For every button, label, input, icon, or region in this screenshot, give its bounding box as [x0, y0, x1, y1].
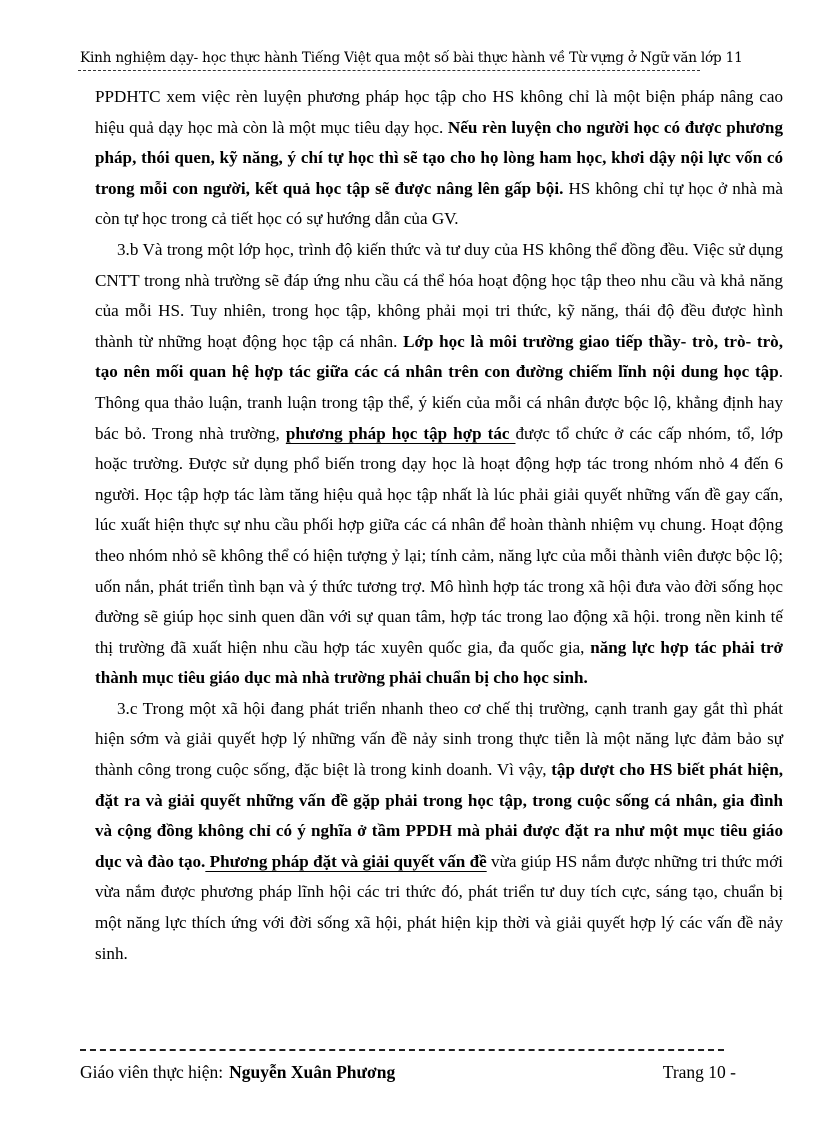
- paragraph-1-text-2: HS không chỉ tự học ở nhà mà còn tự học trong cả tiết học có sự hướng dẫn của GV.: [95, 178, 783, 229]
- paragraph-3c: [95, 694, 783, 969]
- document-body: [95, 82, 783, 969]
- paragraph-3c-text-2: vừa giúp HS nắm được những tri thức mới vừa nắm được phương pháp lĩnh hội các tri thức đó, phát triển tư duy tích cực, sáng tạo, chuẩn bị một năng lực thích ứng với đời sống xã hội, phát hiện kịp thời và giải quyết hợp lý các vấn đề nảy sinh.: [95, 851, 783, 963]
- teacher-label: Giáo viên thực hiện:: [80, 1062, 224, 1082]
- page-footer: [80, 1062, 736, 1086]
- paragraph-3b-underlined-term: phương pháp học tập hợp tác: [285, 423, 516, 443]
- paragraph-1: [95, 82, 783, 235]
- paragraph-3c-bold-1: tập dượt cho HS biết phát hiện, đặt ra và giải quyết những vấn đề gặp phải trong học tập, trong cuộc sống cá nhân, gia đình và cộng đồng không chỉ có ý nghĩa ở tầm PPDH mà phải được đặt ra như một mục tiêu giáo dục và đào tạo.: [95, 760, 783, 871]
- paragraph-3b-text-3: được tổ chức ở các cấp nhóm, tổ, lớp hoặc trường. Được sử dụng phổ biến trong dạy học là hoạt động hợp tác trong nhóm nhỏ 4 đến 6 người. Học tập hợp tác làm tăng hiệu quả học tập nhất là lúc phải giải quyết những vấn đề gay cấn, lúc xuất hiện thực sự nhu cầu phối hợp giữa các cá nhân để hoàn thành nhiệm vụ chung. Hoạt động theo nhóm nhỏ sẽ không thể có hiện tượng ỷ lại; tính cảm, năng lực của mỗi thành viên được bộc lộ; uốn nắn, phát triển tình bạn và ý thức tương trợ. Mô hình hợp tác trong xã hội đưa vào đời sống học đường sẽ giúp học sinh quen dần với sự quan tâm, hợp tác trong lao động xã hội. trong nền kinh tế thị trường đã xuất hiện nhu cầu hợp tác xuyên quốc gia, đa quốc gia,: [95, 423, 783, 657]
- footer-divider: [80, 1049, 724, 1051]
- paragraph-3b-bold-1: Lớp học là môi trường giao tiếp thầy- trò, trò- trò, tạo nên mối quan hệ hợp tác giữa các cá nhân trên con đường chiếm lĩnh nội dung học tập: [95, 331, 783, 382]
- paragraph-3b: [95, 235, 783, 694]
- page-number: Trang 10 -: [662, 1062, 736, 1082]
- header-divider: [78, 70, 700, 71]
- paragraph-3c-underlined-term: Phương pháp đặt và giải quyết vấn đề: [205, 851, 487, 871]
- paragraph-3c-text-1: 3.c Trong một xã hội đang phát triển nhanh theo cơ chế thị trường, cạnh tranh gay gắt thì phát hiện sớm và giải quyết hợp lý những vấn đề nảy sinh trong thực tiễn là một năng lực đảm bảo sự thành công trong cuộc sống, đặc biệt là trong kinh doanh. Vì vậy,: [95, 698, 783, 780]
- paragraph-1-text-1: PPDHTC xem việc rèn luyện phương pháp học tập cho HS không chỉ là một biện pháp nâng cao hiệu quả dạy học mà còn là một mục tiêu dạy học.: [95, 87, 783, 137]
- paragraph-3b-text-1: 3.b Và trong một lớp học, trình độ kiến thức và tư duy của HS không thể đồng đều. Việc sử dụng CNTT trong nhà trường sẽ đáp ứng nhu cầu cá thể hóa hoạt động học tập theo nhu cầu và khả năng của mỗi HS. Tuy nhiên, trong học tập, không phải mọi tri thức, kỹ năng, thái độ đều được hình thành từ những hoạt động học tập cá nhân.: [95, 239, 783, 351]
- paragraph-3b-bold-2: năng lực hợp tác phải trở thành mục tiêu giáo dục mà nhà trường phải chuẩn bị cho học sinh.: [95, 637, 784, 688]
- paragraph-1-bold-1: Nếu rèn luyện cho người học có được phương pháp, thói quen, kỹ năng, ý chí tự học thì sẽ tạo cho họ lòng ham học, khơi dậy nội lực vốn có trong mỗi con người, kết quả học tập sẽ được nâng lên gấp bội.: [95, 117, 783, 198]
- running-header: Kinh nghiệm dạy- học thực hành Tiếng Việt qua một số bài thực hành về Từ vựng ở Ngữ văn lớp 11: [80, 50, 743, 66]
- paragraph-3b-text-2: . Thông qua thảo luận, tranh luận trong tập thể, ý kiến của mỗi cá nhân được bộc lộ, khẳng định hay bác bỏ. Trong nhà trường,: [95, 362, 783, 443]
- teacher-name: Nguyễn Xuân Phương: [229, 1062, 396, 1082]
- teacher-credit: [80, 1062, 395, 1083]
